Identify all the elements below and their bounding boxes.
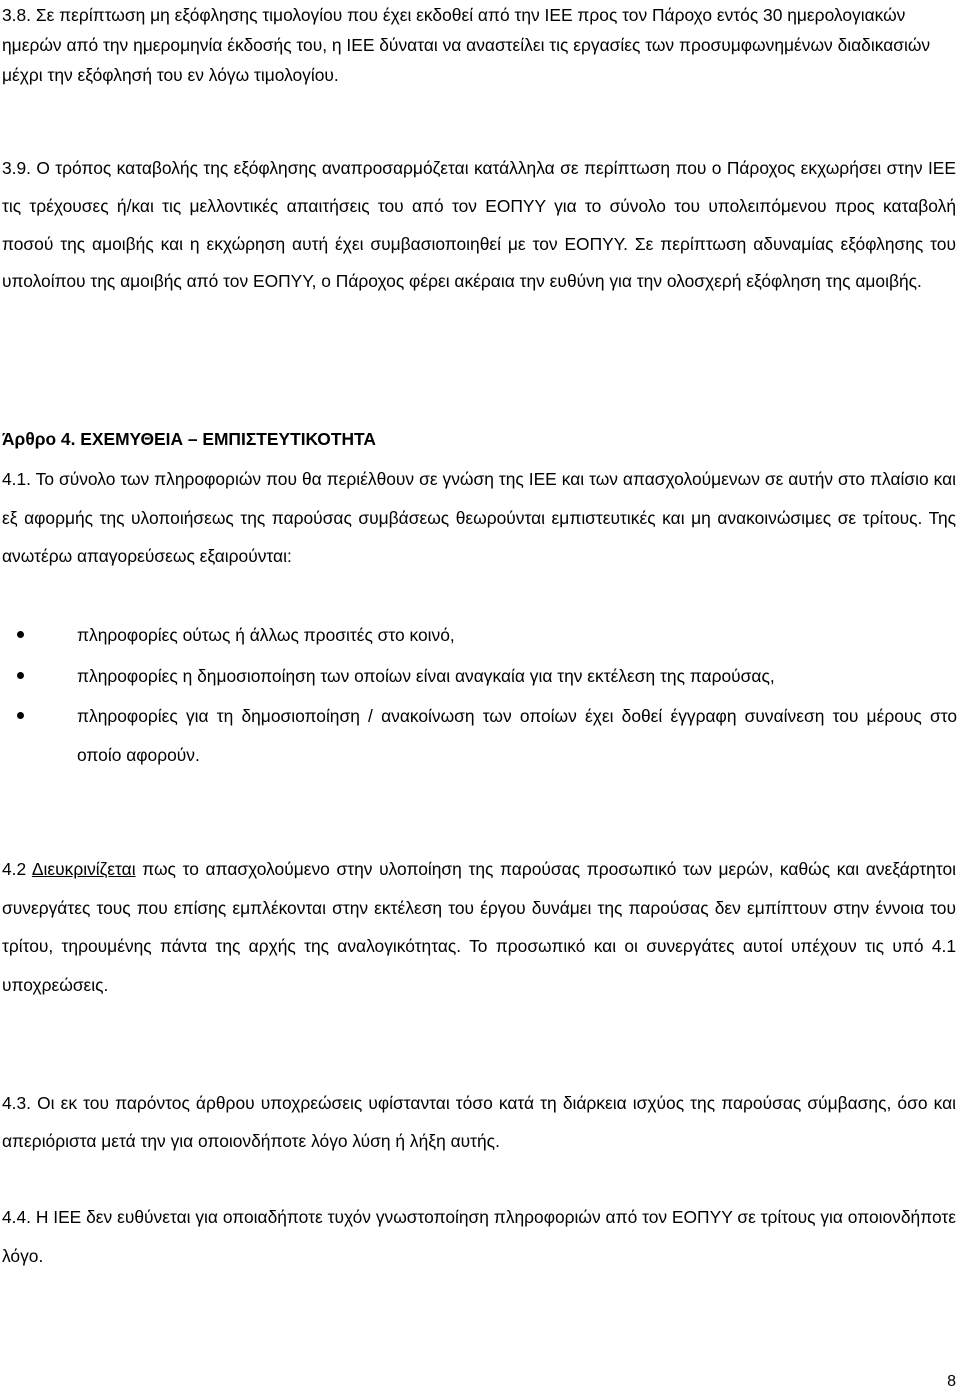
list-item <box>0 697 957 774</box>
paragraph-4-2 <box>2 850 956 1004</box>
paragraph-4-4: 4.4. Η ΙΕΕ δεν ευθύνεται για οποιαδήποτε τυχόν γνωστοποίηση πληροφοριών από τον ΕΟΠΥΥ σε τρίτους για οποιονδήποτε λόγο. <box>2 1207 956 1266</box>
paragraph-3-9: 3.9. Ο τρόπος καταβολής της εξόφλησης αναπροσαρμόζεται κατάλληλα σε περίπτωση που ο Πάροχος εκχωρήσει στην ΙΕΕ τις τρέχουσες ή/και τις μελλοντικές απαιτήσεις του από τον ΕΟΠΥΥ για το σύνολο του υπολειπόμενου προς καταβολή ποσού της αμοιβής και η εκχώρηση αυτή έχει συμβασιοποιηθεί με τον ΕΟΠΥΥ. Σε περίπτωση αδυναμίας εξόφλησης του υπολοίπου της αμοιβής από τον ΕΟΠΥΥ, ο Πάροχος φέρει ακέραια την ευθύνη για την ολοσχερή εξόφληση της αμοιβής. <box>2 158 956 292</box>
bullet-icon <box>17 712 24 719</box>
list-item <box>0 657 957 696</box>
list-item <box>0 616 957 655</box>
paragraph-body: πως το απασχολούμενο στην υλοποίηση της παρούσας προσωπικό των μερών, καθώς και ανεξάρτητοι συνεργάτες τους που επίσης εμπλέκονται στην εκτέλεση του έργου δυνάμει της παρούσας δεν εμπίπτουν στην έννοια του τρίτου, τηρουμένης πάντα της αρχής της αναλογικότητας. Το προσωπικό και οι συνεργάτες αυτοί υπέχουν τις υπό 4.1 υποχρεώσεις. <box>2 859 956 995</box>
page-number: 8 <box>947 1373 956 1390</box>
bullet-icon <box>17 672 24 679</box>
paragraph-4-1: 4.1. Το σύνολο των πληροφοριών που θα περιέλθουν σε γνώση της ΙΕΕ και των απασχολούμενων σε αυτήν στο πλαίσιο και εξ αφορμής της υλοποιήσεως της παρούσας συμβάσεως θεωρούνται εμπιστευτικές και μη ανακοινώσιμες σε τρίτους. Της ανωτέρω απαγορεύσεως εξαιρούνται: <box>2 469 956 566</box>
underlined-word: Διευκρινίζεται <box>31 859 136 879</box>
exceptions-list <box>0 616 958 776</box>
paragraph-3-8: 3.8. Σε περίπτωση μη εξόφλησης τιμολογίου που έχει εκδοθεί από την ΙΕΕ προς τον Πάροχο εντός 30 ημερολογιακών ημερών από την ημερομηνία έκδοσής του, η ΙΕΕ δύναται να αναστείλει τις εργασίες των προσυμφωνημένων διαδικασιών μέχρι την εξόφλησή του εν λόγω τιμολογίου. <box>2 5 931 85</box>
paragraph-4-3: 4.3. Οι εκ του παρόντος άρθρου υποχρεώσεις υφίστανται τόσο κατά τη διάρκεια ισχύος της παρούσας σύμβασης, όσο και απεριόριστα μετά την για οποιονδήποτε λόγο λύση ή λήξη αυτής. <box>2 1093 956 1151</box>
paragraph-number: 4.2 <box>2 859 27 879</box>
list-item-text: πληροφορίες για τη δημοσιοποίηση / ανακοίνωση των οποίων έχει δοθεί έγγραφη συναίνεση του μέρους στο οποίο αφορούν. <box>77 706 957 765</box>
bullet-icon <box>17 631 24 638</box>
article-4-heading: Άρθρο 4. ΕΧΕΜΥΘΕΙΑ – ΕΜΠΙΣΤΕΥΤΙΚΟΤΗΤΑ <box>2 429 376 449</box>
list-item-text: πληροφορίες η δημοσιοποίηση των οποίων είναι αναγκαία για την εκτέλεση της παρούσας, <box>77 665 775 686</box>
list-item-text: πληροφορίες ούτως ή άλλως προσιτές στο κοινό, <box>77 625 455 645</box>
